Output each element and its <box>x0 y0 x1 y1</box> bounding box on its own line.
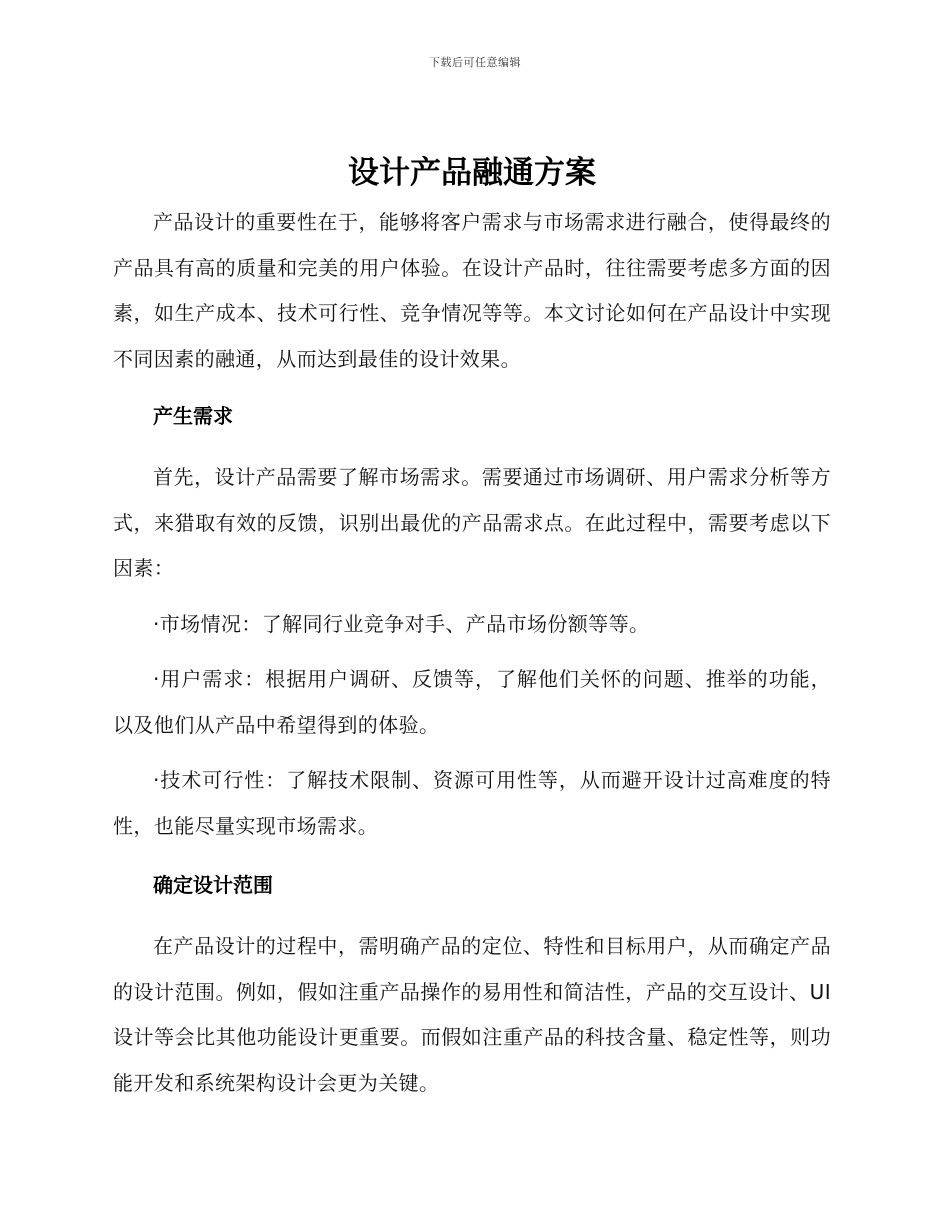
bullet-marker: · <box>153 667 160 691</box>
page-header-note: 下载后可任意编辑 <box>429 56 521 69</box>
bullet-marker: · <box>153 768 160 792</box>
requirements-paragraph: 首先，设计产品需要了解市场需求。需要通过市场调研、用户需求分析等方式，来猎取有效的反馈，识别出最优的产品需求点。在此过程中，需要考虑以下因素： <box>113 465 831 580</box>
intro-paragraph: 产品设计的重要性在于，能够将客户需求与市场需求进行融合，使得最终的产品具有高的质量和完美的用户体验。在设计产品时，往往需要考虑多方面的因素，如生产成本、技术可行性、竞争情况等等。本文讨论如何在产品设计中实现不同因素的融通，从而达到最佳的设计效果。 <box>113 210 831 371</box>
bullet-item-user-needs <box>113 657 831 748</box>
section-heading-design-scope: 确定设计范围 <box>153 873 273 897</box>
bullet-item-market <box>113 602 831 648</box>
bullet-text: 市场情况：了解同行业竞争对手、产品市场份额等等。 <box>159 611 650 636</box>
document-body <box>113 150 831 1106</box>
bullet-text: 用户需求：根据用户调研、反馈等，了解他们关怀的问题、推举的功能，以及他们从产品中希望得到的体验。 <box>113 667 831 737</box>
bullet-item-tech-feasibility <box>113 758 831 849</box>
section-heading-requirements: 产生需求 <box>153 404 233 428</box>
design-scope-paragraph: 在产品设计的过程中，需明确产品的定位、特性和目标用户，从而确定产品的设计范围。例如，假如注重产品操作的易用性和简洁性，产品的交互设计、UI 设计等会比其他功能设计更重要。而假如注重产品的科技含量、稳定性等，则功能开发和系统架构设计会更为关键。 <box>113 934 831 1095</box>
bullet-text: 技术可行性：了解技术限制、资源可用性等，从而避开设计过高难度的特性，也能尽量实现市场需求。 <box>113 768 831 838</box>
document-title: 设计产品融通方案 <box>348 155 596 191</box>
bullet-marker: · <box>153 611 160 636</box>
